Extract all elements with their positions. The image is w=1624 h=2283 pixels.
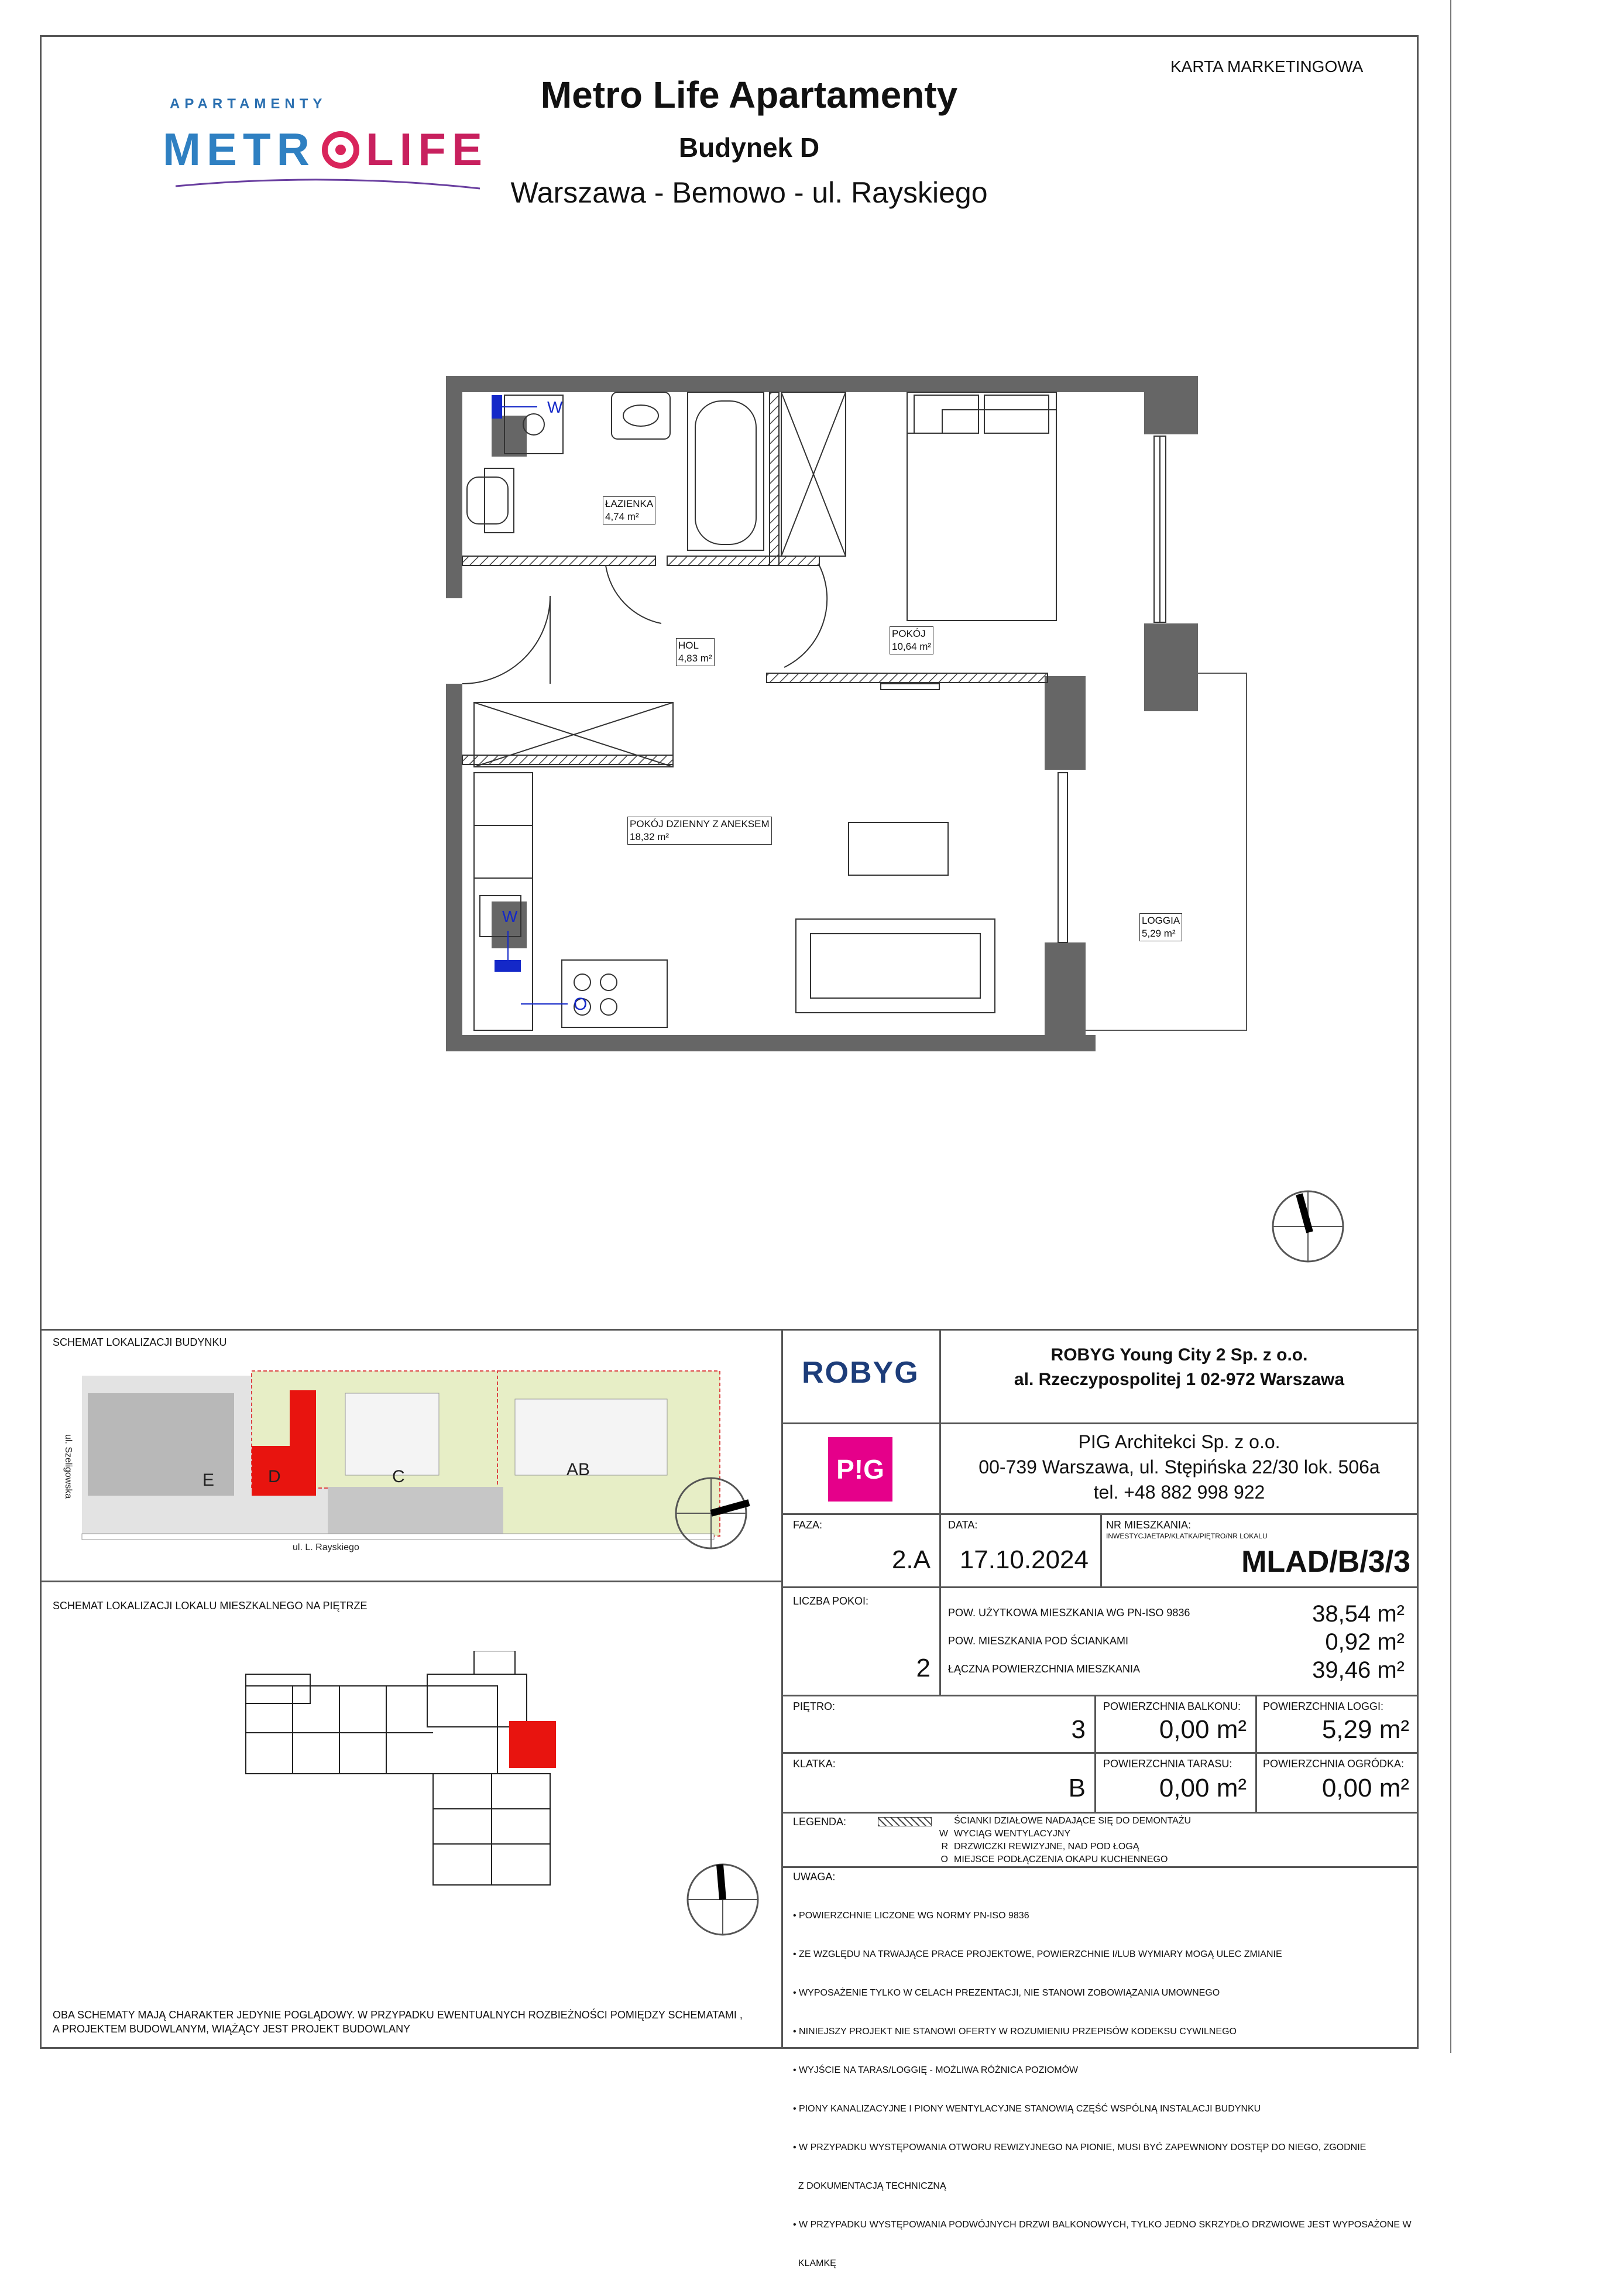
logo-small-text: APARTAMENTY bbox=[170, 96, 327, 112]
company-divider-1 bbox=[781, 1422, 1419, 1424]
location-text: Warszawa - Bemowo - ul. Rayskiego bbox=[510, 176, 988, 209]
pig-address: 00-739 Warszawa, ul. Stępińska 22/30 lok. 506a bbox=[978, 1456, 1380, 1478]
page-title: Metro Life Apartamenty bbox=[540, 74, 958, 116]
legend-item bbox=[907, 1828, 1191, 1840]
pow-laczna-label: ŁĄCZNA POWIERZCHNIA MIESZKANIA bbox=[948, 1663, 1141, 1675]
pow-uzytkowa-label: POW. UŻYTKOWA MIESZKANIA WG PN-ISO 9836 bbox=[948, 1607, 1190, 1619]
room-area: 4,83 m² bbox=[678, 653, 712, 664]
nr-sublabel: INWESTYCJAETAP/KLATKA/PIĘTRO/NR LOKALU bbox=[1106, 1532, 1268, 1540]
notes-list bbox=[793, 1884, 1412, 2283]
vent-marker-bath: W bbox=[547, 398, 563, 416]
note-item: • WYPOSAŻENIE TYLKO W CELACH PREZENTACJI, NIE STANOWI ZOBOWIĄZANIA UMOWNEGO bbox=[793, 1988, 1220, 1998]
legend-symbol: W bbox=[939, 1829, 948, 1839]
wall-left-lower bbox=[446, 684, 462, 1047]
floor-section-title: SCHEMAT LOKALIZACJI LOKALU MIESZKALNEGO NA PIĘTRZE bbox=[53, 1600, 368, 1612]
room-area: 18,32 m² bbox=[630, 831, 669, 842]
nr-label: NR MIESZKANIA: bbox=[1106, 1519, 1192, 1531]
shaft-bath bbox=[492, 416, 527, 457]
street-side-label: ul. Szeligowska bbox=[63, 1434, 73, 1499]
vent-marker-kitchen: W bbox=[502, 907, 518, 925]
legend-symbol bbox=[907, 1815, 954, 1828]
room-label-bathroom bbox=[603, 496, 655, 525]
logo-word-right: LIFE bbox=[365, 124, 488, 175]
balkon-label: POWIERZCHNIA BALKONU: bbox=[1103, 1701, 1241, 1712]
robyg-logo: ROBYG bbox=[802, 1356, 919, 1390]
info-row-2 bbox=[781, 1695, 1419, 1696]
disclaimer-line-2: A PROJEKTEM BUDOWLANYM, WIĄŻĄCY JEST PROJEKT BUDOWLANY bbox=[53, 2023, 411, 2035]
bottom-left-right-divider bbox=[781, 1329, 783, 2049]
rooms-col bbox=[939, 1586, 941, 1695]
pig-company-name: PIG Architekci Sp. z o.o. bbox=[1078, 1431, 1280, 1452]
bottom-section-divider bbox=[40, 1329, 1419, 1331]
floor-scheme bbox=[234, 1651, 585, 1897]
room-name: ŁAZIENKA bbox=[605, 498, 654, 509]
room-label-bedroom bbox=[890, 626, 933, 654]
wall-loggia-top bbox=[1045, 676, 1086, 770]
wall-right-mid bbox=[1144, 623, 1198, 711]
logo bbox=[140, 82, 492, 211]
info-row-4 bbox=[781, 1812, 1419, 1814]
info-col-2 bbox=[1100, 1513, 1102, 1586]
balkon-value: 0,00 m² bbox=[1159, 1715, 1247, 1744]
wall-loggia-bottom bbox=[1045, 942, 1086, 1048]
logo-o-icon bbox=[320, 129, 361, 170]
room-name: POKÓJ bbox=[892, 628, 926, 639]
note-item: KLAMKĘ bbox=[793, 2258, 836, 2268]
info-row-3 bbox=[781, 1752, 1419, 1754]
building-name: Budynek D bbox=[678, 132, 820, 163]
site-scheme bbox=[53, 1358, 755, 1557]
taras-value: 0,00 m² bbox=[1159, 1774, 1247, 1802]
building-label-e: E bbox=[202, 1470, 215, 1490]
logo-swoosh-icon bbox=[176, 176, 480, 193]
room-label-hall bbox=[676, 638, 715, 666]
legend-item bbox=[907, 1840, 1191, 1853]
faza-label: FAZA: bbox=[793, 1519, 823, 1531]
info-col-1 bbox=[939, 1513, 941, 1586]
legend-text: DRZWICZKI REWIZYJNE, NAD POD ŁOGĄ bbox=[954, 1842, 1139, 1852]
legend-item bbox=[907, 1815, 1191, 1828]
note-item: • NINIEJSZY PROJEKT NIE STANOWI OFERTY W ROZUMIENIU PRZEPISÓW KODEKSU CYWILNEGO bbox=[793, 2027, 1237, 2037]
klatka-label: KLATKA: bbox=[793, 1758, 836, 1770]
apartment-highlight bbox=[509, 1721, 556, 1768]
loggia-value: 5,29 m² bbox=[1321, 1715, 1409, 1744]
info-row-1 bbox=[781, 1586, 1419, 1588]
note-item: Z DOKUMENTACJĄ TECHNICZNĄ bbox=[793, 2181, 946, 2191]
street-bottom-label: ul. L. Rayskiego bbox=[293, 1542, 359, 1552]
note-item: • PIONY KANALIZACYJNE I PIONY WENTYLACYJNE STANOWIĄ CZĘŚĆ WSPÓLNĄ INSTALACJI BUDYNKU bbox=[793, 2104, 1261, 2114]
rooms-label: LICZBA POKOI: bbox=[793, 1595, 869, 1607]
note-item: • WYJŚCIE NA TARAS/LOGGIĘ - MOŻLIWA RÓŻNICA POZIOMÓW bbox=[793, 2065, 1079, 2075]
compass-icon bbox=[1264, 1182, 1352, 1270]
note-item: • ZE WZGLĘDU NA TRWAJĄCE PRACE PROJEKTOWE, POWIERZCHNIE I/LUB WYMIARY MOGĄ ULEC ZMIANIE bbox=[793, 1949, 1282, 1959]
legend-symbol: O bbox=[940, 1854, 948, 1864]
data-value: 17.10.2024 bbox=[959, 1545, 1089, 1574]
wall-top bbox=[446, 376, 1198, 392]
room-name: HOL bbox=[678, 640, 699, 651]
apartment-floor-plan bbox=[433, 363, 1270, 1065]
taras-label: POWIERZCHNIA TARASU: bbox=[1103, 1758, 1232, 1770]
pietro-value: 3 bbox=[1071, 1715, 1086, 1744]
room-label-living bbox=[627, 817, 772, 845]
legend-list bbox=[907, 1815, 1191, 1866]
page-edge-line bbox=[1450, 0, 1451, 2053]
data-label: DATA: bbox=[948, 1519, 978, 1531]
apartment-number: MLAD/B/3/3 bbox=[1241, 1545, 1410, 1579]
rooms-value: 2 bbox=[916, 1654, 931, 1682]
building-label-ab: AB bbox=[566, 1460, 590, 1479]
hood-marker: O bbox=[574, 995, 588, 1014]
pow-uzytkowa-value: 38,54 m² bbox=[1312, 1601, 1405, 1627]
pig-logo bbox=[828, 1437, 892, 1502]
room-name: LOGGIA bbox=[1142, 915, 1180, 926]
room-area: 10,64 m² bbox=[892, 641, 932, 652]
legend-text: ŚCIANKI DZIAŁOWE NADAJĄCE SIĘ DO DEMONTAŻU bbox=[954, 1816, 1192, 1826]
room-area: 5,29 m² bbox=[1142, 928, 1176, 939]
note-item: • W PRZYPADKU WYSTĘPOWANIA OTWORU REWIZYJNEGO NA PIONIE, MUSI BYĆ ZAPEWNIONY DOSTĘP DO NIEGO, ZGODNIE bbox=[793, 2143, 1367, 2152]
pow-skosy-value: 0,92 m² bbox=[1325, 1629, 1405, 1655]
building-label-c: C bbox=[392, 1467, 405, 1486]
legend-text: WYCIĄG WENTYLACYJNY bbox=[954, 1829, 1071, 1839]
klatka-value: B bbox=[1068, 1774, 1086, 1802]
info-row-5 bbox=[781, 1866, 1419, 1868]
note-item: • W PRZYPADKU WYSTĘPOWANIA PODWÓJNYCH DRZWI BALKONOWYCH, TYLKO JEDNO SKRZYDŁO DRZWIOWE JEST WYPOSAŻONE W bbox=[793, 2220, 1412, 2230]
ogrodek-value: 0,00 m² bbox=[1321, 1774, 1409, 1802]
robyg-address: al. Rzeczypospolitej 1 02-972 Warszawa bbox=[1014, 1370, 1345, 1389]
building-label-d: D bbox=[268, 1467, 281, 1486]
pig-logo-text: P!G bbox=[836, 1454, 884, 1485]
wall-right-top bbox=[1144, 376, 1198, 434]
pow-skosy-label: POW. MIESZKANIA POD ŚCIANKAMI bbox=[948, 1635, 1129, 1647]
faza-value: 2.A bbox=[891, 1545, 931, 1574]
legend-symbol: R bbox=[941, 1842, 948, 1852]
room-label-loggia bbox=[1139, 913, 1182, 941]
floor-compass-icon bbox=[679, 1856, 767, 1943]
legend-text: MIEJSCE PODŁĄCZENIA OKAPU KUCHENNEGO bbox=[954, 1854, 1168, 1864]
note-item: • POWIERZCHNIE LICZONE WG NORMY PN-ISO 9836 bbox=[793, 1911, 1029, 1921]
legend-label: LEGENDA: bbox=[793, 1816, 847, 1828]
notes-label: UWAGA: bbox=[793, 1871, 836, 1883]
legend-item bbox=[907, 1853, 1191, 1866]
pow-laczna-value: 39,46 m² bbox=[1312, 1657, 1405, 1683]
ogrodek-label: POWIERZCHNIA OGRÓDKA: bbox=[1263, 1758, 1405, 1770]
card-type: KARTA MARKETINGOWA bbox=[1170, 57, 1364, 76]
logo-word-left: METR bbox=[163, 124, 315, 175]
robyg-company-name: ROBYG Young City 2 Sp. z o.o. bbox=[1050, 1345, 1308, 1365]
room-area: 4,74 m² bbox=[605, 511, 639, 522]
logo-column-divider bbox=[939, 1329, 941, 1513]
room-name: POKÓJ DZIENNY Z ANEKSEM bbox=[630, 818, 770, 829]
left-mid-divider bbox=[40, 1581, 781, 1582]
disclaimer-line-1: OBA SCHEMATY MAJĄ CHARAKTER JEDYNIE POGLĄDOWY. W PRZYPADKU EWENTUALNYCH ROZBIEŻNOŚCI POMIĘDZY SCHEMATAMI , bbox=[53, 2009, 743, 2021]
pietro-label: PIĘTRO: bbox=[793, 1701, 836, 1712]
site-section-title: SCHEMAT LOKALIZACJI BUDYNKU bbox=[53, 1336, 227, 1348]
wall-bottom bbox=[446, 1035, 1096, 1051]
loggia-label: POWIERZCHNIA LOGGI: bbox=[1263, 1701, 1384, 1712]
wall-left-upper bbox=[446, 376, 462, 598]
pig-phone: tel. +48 882 998 922 bbox=[1093, 1482, 1265, 1503]
site-compass-icon bbox=[667, 1469, 755, 1557]
